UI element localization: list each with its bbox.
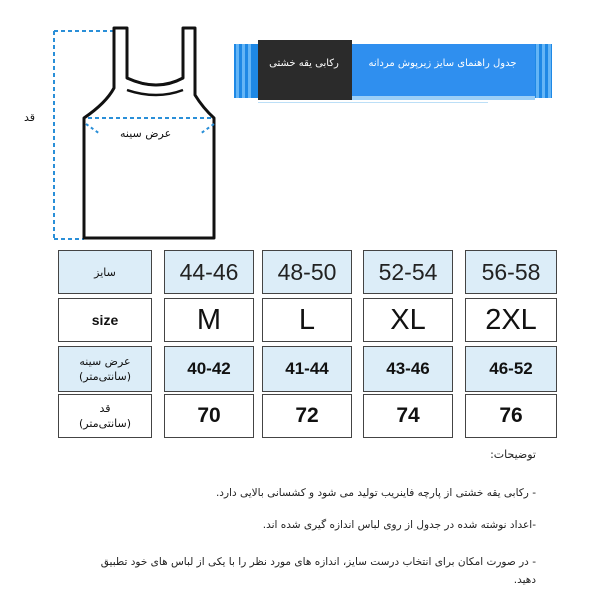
banner-accent-line xyxy=(352,96,535,100)
length-cell: 76 xyxy=(465,394,557,438)
chest-width-cell: 46-52 xyxy=(465,346,557,392)
banner-stripe xyxy=(248,44,251,98)
chest-width-cell: 40-42 xyxy=(164,346,254,392)
length-cell: 74 xyxy=(363,394,453,438)
length-cell: 72 xyxy=(262,394,352,438)
size-letter-cell: M xyxy=(164,298,254,342)
row-label-size-fa: سایز xyxy=(58,250,152,294)
size-letter-cell: 2XL xyxy=(465,298,557,342)
banner-underline xyxy=(258,102,488,103)
banner-stripe xyxy=(536,44,539,98)
banner-stripe xyxy=(548,44,551,98)
row-label-length xyxy=(58,394,152,438)
note-item: دهید. xyxy=(513,574,536,586)
row-label-length-title: قد xyxy=(99,402,111,415)
length-label: قد xyxy=(24,111,36,124)
banner-stripe xyxy=(236,44,239,98)
banner-stripe xyxy=(242,44,245,98)
chest-width-cell: 41-44 xyxy=(262,346,352,392)
note-item: - در صورت امکان برای انتخاب درست سایز، اندازه های مورد نظر را با یکی از لباس های خود تطبیق xyxy=(100,556,536,568)
banner-stripe xyxy=(542,44,545,98)
size-letter-cell: L xyxy=(262,298,352,342)
row-label-chest-width xyxy=(58,346,152,392)
note-item: - رکابی یقه خشتی از پارچه فاینریب تولید می شود و کشسانی بالایی دارد. xyxy=(215,487,536,499)
size-range-cell: 56-58 xyxy=(465,250,557,294)
chest-width-label: عرض سینه xyxy=(120,127,172,140)
notes-heading: توضیحات: xyxy=(490,448,536,461)
length-cell: 70 xyxy=(164,394,254,438)
row-label-length-unit: (سانتی‌متر) xyxy=(79,417,131,430)
row-label-chest-width-title: عرض سینه xyxy=(79,355,131,368)
size-range-cell: 48-50 xyxy=(262,250,352,294)
row-label-chest-width-unit: (سانتی‌متر) xyxy=(79,370,131,383)
size-range-cell: 52-54 xyxy=(363,250,453,294)
chest-width-cell: 43-46 xyxy=(363,346,453,392)
page-title: جدول راهنمای سایز زیرپوش مردانه xyxy=(368,58,517,69)
row-label-size-en: size xyxy=(58,298,152,342)
page-subtitle: رکابی یقه خشتی xyxy=(269,58,339,69)
size-range-cell: 44-46 xyxy=(164,250,254,294)
note-item: -اعداد نوشته شده در جدول از روی لباس اندازه گیری شده اند. xyxy=(262,519,536,531)
size-letter-cell: XL xyxy=(363,298,453,342)
